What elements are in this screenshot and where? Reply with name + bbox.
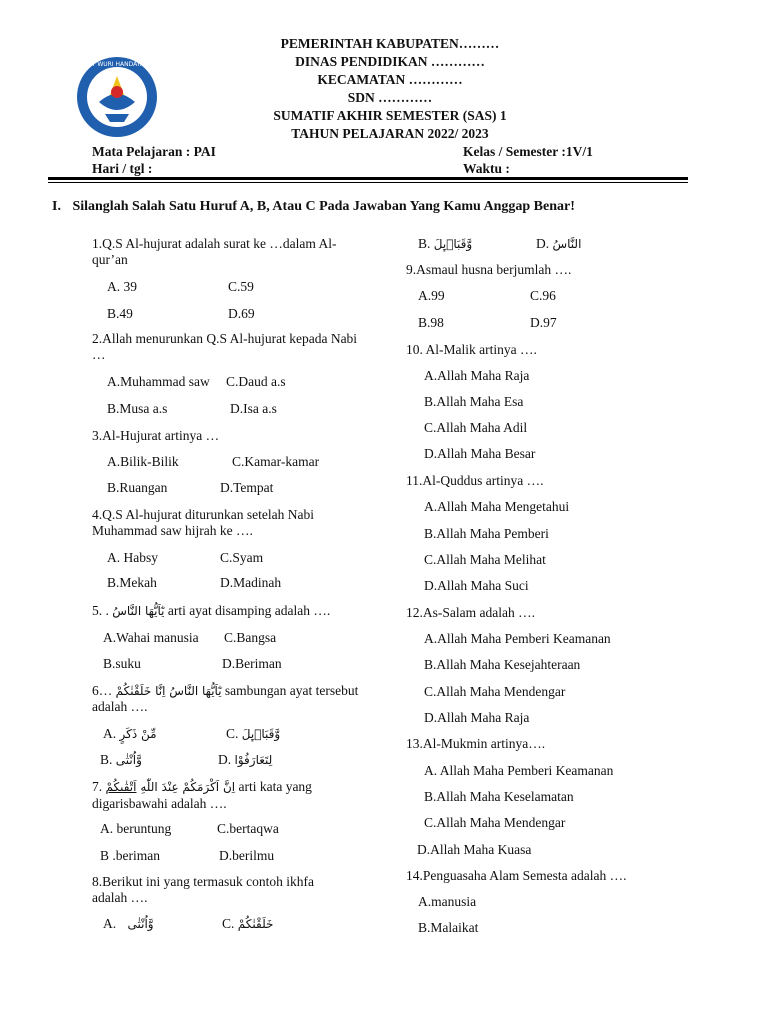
question-8: 8.Berikut ini yang termasuk contoh ikhfa adalah …. — [92, 874, 314, 905]
q6-text: sambungan ayat tersebut — [224, 683, 359, 698]
header-line-6: TAHUN PELAJARAN 2022/ 2023 — [291, 126, 489, 141]
q7-arabic-part-1: اِنَّ اَكْرَمَكُمْ عِنْدَ اللّٰهِ — [140, 780, 236, 794]
question-4: 4.Q.S Al-hujurat diturunkan setelah Nabi Muhammad saw hijrah ke …. — [92, 507, 314, 538]
q7-arabic — [106, 780, 236, 794]
instruction-text: Silanglah Salah Satu Huruf A, B, Atau C Pada Jawaban Yang Kamu Anggap Benar! — [72, 199, 575, 214]
q5-option-c[interactable]: C.Bangsa — [224, 630, 277, 645]
q6-prefix: 6… — [92, 683, 113, 698]
q10-option-c[interactable]: C.Allah Maha Adil — [424, 420, 528, 435]
q8-option-a[interactable] — [103, 916, 154, 932]
q7-arabic-underlined: اَتْقٰىكُمْ — [105, 780, 137, 794]
q5-arabic: يٰٓاَيُّهَا النَّاسُ — [112, 604, 165, 618]
header-divider-thick — [48, 177, 688, 180]
q13-option-d[interactable]: D.Allah Maha Kuasa — [417, 842, 532, 857]
question-3: 3.Al-Hujurat artinya … — [92, 428, 220, 443]
q1-option-c[interactable]: C.59 — [228, 279, 254, 294]
q3-option-d[interactable]: D.Tempat — [220, 480, 274, 495]
q11-option-c[interactable]: C.Allah Maha Melihat — [424, 552, 546, 567]
hari-tanggal: Hari / tgl : — [92, 161, 153, 176]
q7-option-a[interactable]: A. beruntung — [100, 821, 172, 836]
header-line-2: DINAS PENDIDIKAN ………… — [295, 54, 485, 69]
q13-option-b[interactable]: B.Allah Maha Keselamatan — [424, 789, 574, 804]
q6b-arabic: وَّاُنْثٰى — [115, 753, 142, 767]
question-11: 11.Al-Quddus artinya …. — [406, 473, 544, 488]
q7-option-c[interactable]: C.bertaqwa — [217, 821, 279, 836]
q5-option-a[interactable]: A.Wahai manusia — [103, 630, 199, 645]
q6b-letter: B. — [100, 752, 113, 767]
question-10: 10. Al-Malik artinya …. — [406, 342, 537, 357]
question-7-line-2: digarisbawahi adalah …. — [92, 796, 227, 811]
q12-option-b[interactable]: B.Allah Maha Kesejahteraan — [424, 657, 581, 672]
mata-pelajaran: Mata Pelajaran : PAI — [92, 144, 216, 159]
q14-option-b[interactable]: B.Malaikat — [418, 920, 479, 935]
tut-wuri-handayani-logo — [72, 56, 162, 138]
q8-option-d[interactable] — [536, 236, 581, 252]
q12-option-a[interactable]: A.Allah Maha Pemberi Keamanan — [424, 631, 611, 646]
q6d-letter: D. — [218, 752, 232, 767]
q11-option-a[interactable]: A.Allah Maha Mengetahui — [424, 499, 570, 514]
q12-option-c[interactable]: C.Allah Maha Mendengar — [424, 684, 566, 699]
q6a-arabic: مِّنْ ذَكَرٍ — [119, 727, 157, 741]
q11-option-b[interactable]: B.Allah Maha Pemberi — [424, 526, 549, 541]
q4-option-c[interactable]: C.Syam — [220, 550, 264, 565]
q6-arabic: يٰٓاَيُّهَا النَّاسُ اِنَّا خَلَقْنٰكُمْ — [115, 684, 222, 698]
q5-prefix: 5. . — [92, 603, 109, 618]
instruction-number: I. — [52, 199, 61, 214]
q7-prefix: 7. — [92, 779, 103, 794]
q12-option-d[interactable]: D.Allah Maha Raja — [424, 710, 530, 725]
q8-option-b[interactable] — [418, 236, 472, 252]
kelas-semester: Kelas / Semester :1V/1 — [463, 144, 593, 159]
q4-option-b[interactable]: B.Mekah — [107, 575, 157, 590]
header-line-1: PEMERINTAH KABUPATEN……… — [280, 36, 500, 51]
q5-text: arti ayat disamping adalah …. — [167, 603, 331, 618]
q2-option-b[interactable]: B.Musa a.s — [107, 401, 168, 416]
q3-option-a[interactable]: A.Bilik-Bilik — [107, 454, 179, 469]
question-2: 2.Allah menurunkan Q.S Al-hujurat kepada Nabi … — [92, 331, 358, 362]
q6c-letter: C. — [226, 726, 239, 741]
q1-option-a[interactable]: A. 39 — [107, 279, 137, 294]
q4-option-d[interactable]: D.Madinah — [220, 575, 282, 590]
question-1: 1.Q.S Al-hujurat adalah surat ke …dalam Al-qur’an — [92, 236, 337, 267]
q13-option-c[interactable]: C.Allah Maha Mendengar — [424, 815, 566, 830]
svg-text:TUT WURI HANDAYANI: TUT WURI HANDAYANI — [83, 61, 151, 68]
q7-option-d[interactable]: D.berilmu — [219, 848, 275, 863]
q10-option-a[interactable]: A.Allah Maha Raja — [424, 368, 530, 383]
header-line-4: SDN ………… — [347, 90, 433, 105]
q2-option-a[interactable]: A.Muhammad saw — [107, 374, 210, 389]
q8c-letter: C. — [222, 916, 235, 931]
q6-option-c[interactable] — [226, 726, 280, 742]
q2-option-d[interactable]: D.Isa a.s — [230, 401, 277, 416]
q1-option-b[interactable]: B.49 — [107, 306, 133, 321]
q5-option-b[interactable]: B.suku — [103, 656, 141, 671]
header-line-5: SUMATIF AKHIR SEMESTER (SAS) 1 — [273, 108, 507, 123]
question-9: 9.Asmaul husna berjumlah …. — [406, 262, 572, 277]
q6-option-b[interactable] — [100, 752, 142, 768]
q9-option-d[interactable]: D.97 — [530, 315, 557, 330]
q6a-letter: A. — [103, 726, 117, 741]
q10-option-b[interactable]: B.Allah Maha Esa — [424, 394, 524, 409]
q3-option-c[interactable]: C.Kamar-kamar — [232, 454, 320, 469]
q9-option-c[interactable]: C.96 — [530, 288, 556, 303]
q8a-letter: A. — [103, 916, 117, 931]
q8-option-c[interactable] — [222, 916, 273, 932]
q8d-letter: D. — [536, 236, 550, 251]
q6-option-d[interactable] — [218, 752, 272, 768]
question-6 — [92, 683, 358, 699]
q6c-arabic: وَّقَبَاۤىِٕلَ — [241, 727, 281, 741]
question-12: 12.As-Salam adalah …. — [406, 605, 535, 620]
header-divider-thin — [48, 182, 688, 183]
question-6-line-2: adalah …. — [92, 699, 148, 714]
question-5 — [92, 603, 330, 619]
question-13: 13.Al-Mukmin artinya…. — [406, 736, 546, 751]
q8b-arabic: وَّقَبَاۤىِٕلَ — [433, 237, 473, 251]
q6d-arabic: لِتَعَارَفُوْا — [234, 753, 273, 767]
q2-option-c[interactable]: C.Daud a.s — [226, 374, 286, 389]
q9-option-b[interactable]: B.98 — [418, 315, 444, 330]
q7-option-b[interactable]: B .beriman — [100, 848, 160, 863]
header-line-3: KECAMATAN ………… — [317, 72, 463, 87]
q7-text: arti kata yang — [238, 779, 312, 794]
q8a-arabic: وَّاُنْثٰى — [127, 917, 154, 931]
question-7 — [92, 779, 312, 795]
q8d-arabic: النَّاسُ — [552, 237, 582, 251]
waktu: Waktu : — [463, 161, 510, 176]
q3-option-b[interactable]: B.Ruangan — [107, 480, 168, 495]
q8c-arabic: خَلَقْنٰكُمْ — [237, 917, 274, 931]
instruction — [52, 199, 575, 215]
q8b-letter: B. — [418, 236, 431, 251]
q14-option-a[interactable]: A.manusia — [418, 894, 477, 909]
q11-option-d[interactable]: D.Allah Maha Suci — [424, 578, 529, 593]
q13-option-a[interactable]: A. Allah Maha Pemberi Keamanan — [424, 763, 614, 778]
q5-option-d[interactable]: D.Beriman — [222, 656, 282, 671]
q6-option-a[interactable] — [103, 726, 157, 742]
question-14: 14.Penguasaha Alam Semesta adalah …. — [406, 868, 627, 883]
q1-option-d[interactable]: D.69 — [228, 306, 255, 321]
q4-option-a[interactable]: A. Habsy — [107, 550, 158, 565]
q9-option-a[interactable]: A.99 — [418, 288, 445, 303]
q10-option-d[interactable]: D.Allah Maha Besar — [424, 446, 536, 461]
